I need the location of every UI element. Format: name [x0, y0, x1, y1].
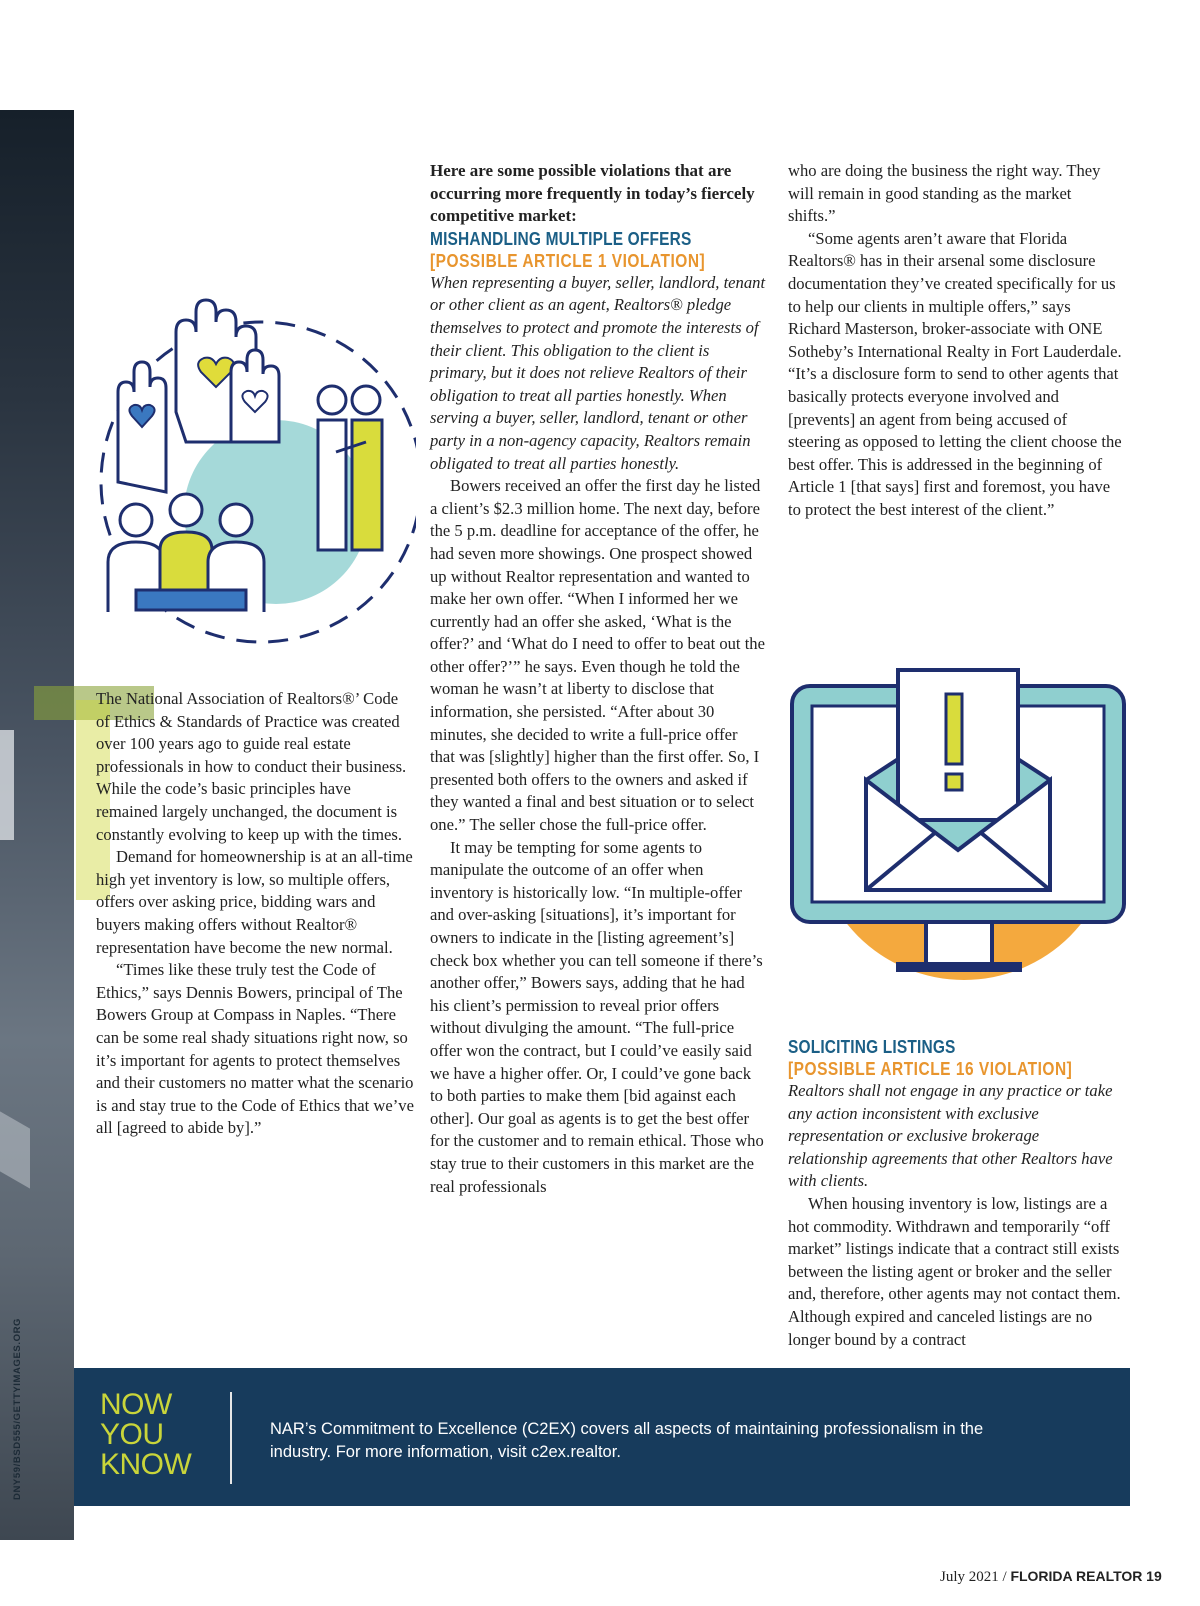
now-you-know-line-3: KNOW	[100, 1448, 192, 1481]
right-paragraph-2: “Some agents aren’t aware that Florida Realtors® has in their arsenal some disclosure documentation they’ve created specifically for us to help our clients in multiple offers,” says Richard Masterson, broker-associate with ONE Sotheby’s International Realty in Fort Lauderdale. “It’s a disclosure form to send to other agents that basically protects everyone involved and [prevents] an agent from being accused of steering as opposed to letting the client choose the best offer. This is addressed in the beginning of Article 1 [that says] first and foremost, you have to protect the best interest of the client.”	[788, 228, 1122, 519]
now-you-know-line-1: NOW	[100, 1388, 172, 1421]
footer-magazine: FLORIDA REALTOR	[1010, 1568, 1143, 1584]
monitor-stand	[926, 922, 992, 966]
seated-person-center	[160, 532, 212, 592]
section-title-multiple-offers: MISHANDLING MULTIPLE OFFERS	[430, 228, 692, 249]
photo-credit: DNY59/BSD555/GETTYIMAGES.ORG	[12, 1317, 23, 1500]
left-paragraph-2: Demand for homeownership is at an all-time high yet inventory is low, so multiple offers, offers over asking price, bidding wars and buyers making offers without Realtor® representation have become the new normal.	[96, 847, 413, 957]
middle-paragraph-2: It may be tempting for some agents to manipulate the outcome of an offer when inventory is historically low. “In multiple-offer and over-asking [situations], it’s important for owners to indicate in the [listing agreement’s] check box whether you can tell someone if there’s another offer,” Bowers says, adding that he had his client’s permission to reveal prior offers without divulging the amount. “The full-price offer won the contract, but I could’ve easily said we have a higher offer. Or, I could’ve gone back to both parties to make them [bid against each other]. Our goal as agents is to get the best offer for the customer and to remain ethical. Those who stay true to their customers in this market are the real professionals	[430, 837, 764, 1196]
exclamation-icon	[946, 694, 962, 764]
middle-paragraph-1: Bowers received an offer the first day he listed a client’s $2.3 million home. The next day, before the 5 p.m. deadline for acceptance of the offer, he had seven more showings. One prospect showed up without Realtor representation and wanted to make her own offer. “When I informed her we currently had an offer she asked, ‘What is the offer?’ and ‘What do I need to offer to beat out the other offer?’” he says. Even though he told the woman he wasn’t at liberty to disclose that information, she persisted. “After about 30 minutes, she decided to write a full-price offer that was [slightly] higher than the first offer. So, I presented both offers to the owners and asked if they wanted a final and best situation or to select one.” The seller chose the full-price offer.	[430, 476, 765, 835]
section-subtitle-article-1: [POSSIBLE ARTICLE 1 VIOLATION]	[430, 250, 706, 271]
standing-person-right	[352, 420, 382, 550]
left-column	[96, 688, 416, 1140]
right-column-top	[788, 160, 1122, 522]
standing-person-left	[318, 420, 346, 550]
banner-text: NAR’s Commitment to Excellence (C2EX) covers all aspects of maintaining professionalism in the industry. For more information, visit c2ex.realtor.	[270, 1420, 984, 1461]
now-you-know-line-2: YOU	[100, 1418, 164, 1451]
footer-page-number: 19	[1146, 1568, 1162, 1584]
article-1-text: When representing a buyer, seller, landlord, tenant or other client as an agent, Realtors® pledge themselves to protect and promote the interests of their client. This obligation to the client is primary, but it does not relieve Realtors of their obligation to treat all parties honestly. When serving a buyer, seller, landlord, tenant or other party in a non-agency capacity, Realtors remain obligated to treat all parties honestly.	[430, 272, 766, 473]
left-paragraph-3: “Times like these truly test the Code of Ethics,” says Dennis Bowers, principal of The Bowers Group at Compass in Naples. “There can be some real shady situations right now, so it’s important for agents to protect themselves and their customers no matter what the scenario is and stay true to the Code of Ethics that we’ve all [agreed to abide by].”	[96, 960, 414, 1138]
right-paragraph-1: who are doing the business the right way. They will remain in good standing as the market shifts.”	[788, 161, 1101, 226]
monitor-envelope-illustration	[786, 640, 1126, 990]
page-footer	[940, 1568, 1162, 1586]
article-16-text: Realtors shall not engage in any practice or take any action inconsistent with exclusive representation or exclusive brokerage relationship agreements that other Realtors have with clients.	[788, 1081, 1113, 1191]
now-you-know-label	[100, 1390, 191, 1480]
middle-column	[430, 160, 766, 1198]
monitor-base	[896, 962, 1022, 972]
banner-divider	[230, 1392, 232, 1484]
ethics-illustration	[96, 292, 416, 652]
table	[136, 590, 246, 610]
section-subtitle-article-16: [POSSIBLE ARTICLE 16 VIOLATION]	[788, 1059, 1073, 1079]
right-paragraph-3: When housing inventory is low, listings are a hot commodity. Withdrawn and temporarily “off market” listings indicate that a contract still exists between the listing agent or broker and the seller and, therefore, other agents may not contact them. Although expired and canceled listings are no longer bound by a contract	[788, 1193, 1121, 1349]
section-title-soliciting-listings: SOLICITING LISTINGS	[788, 1037, 956, 1057]
lead-text: Here are some possible violations that are occurring more frequently in today’s fiercely competitive market:	[430, 161, 755, 226]
left-paragraph-1: The National Association of Realtors®’ Code of Ethics & Standards of Practice was created over 100 years ago to guide real estate professionals in how to conduct their business. While the code’s basic principles have remained largely unchanged, the document is constantly evolving to keep up with the times.	[96, 689, 407, 844]
right-column-bottom	[788, 1036, 1122, 1351]
footer-date: July 2021 /	[940, 1569, 1007, 1585]
